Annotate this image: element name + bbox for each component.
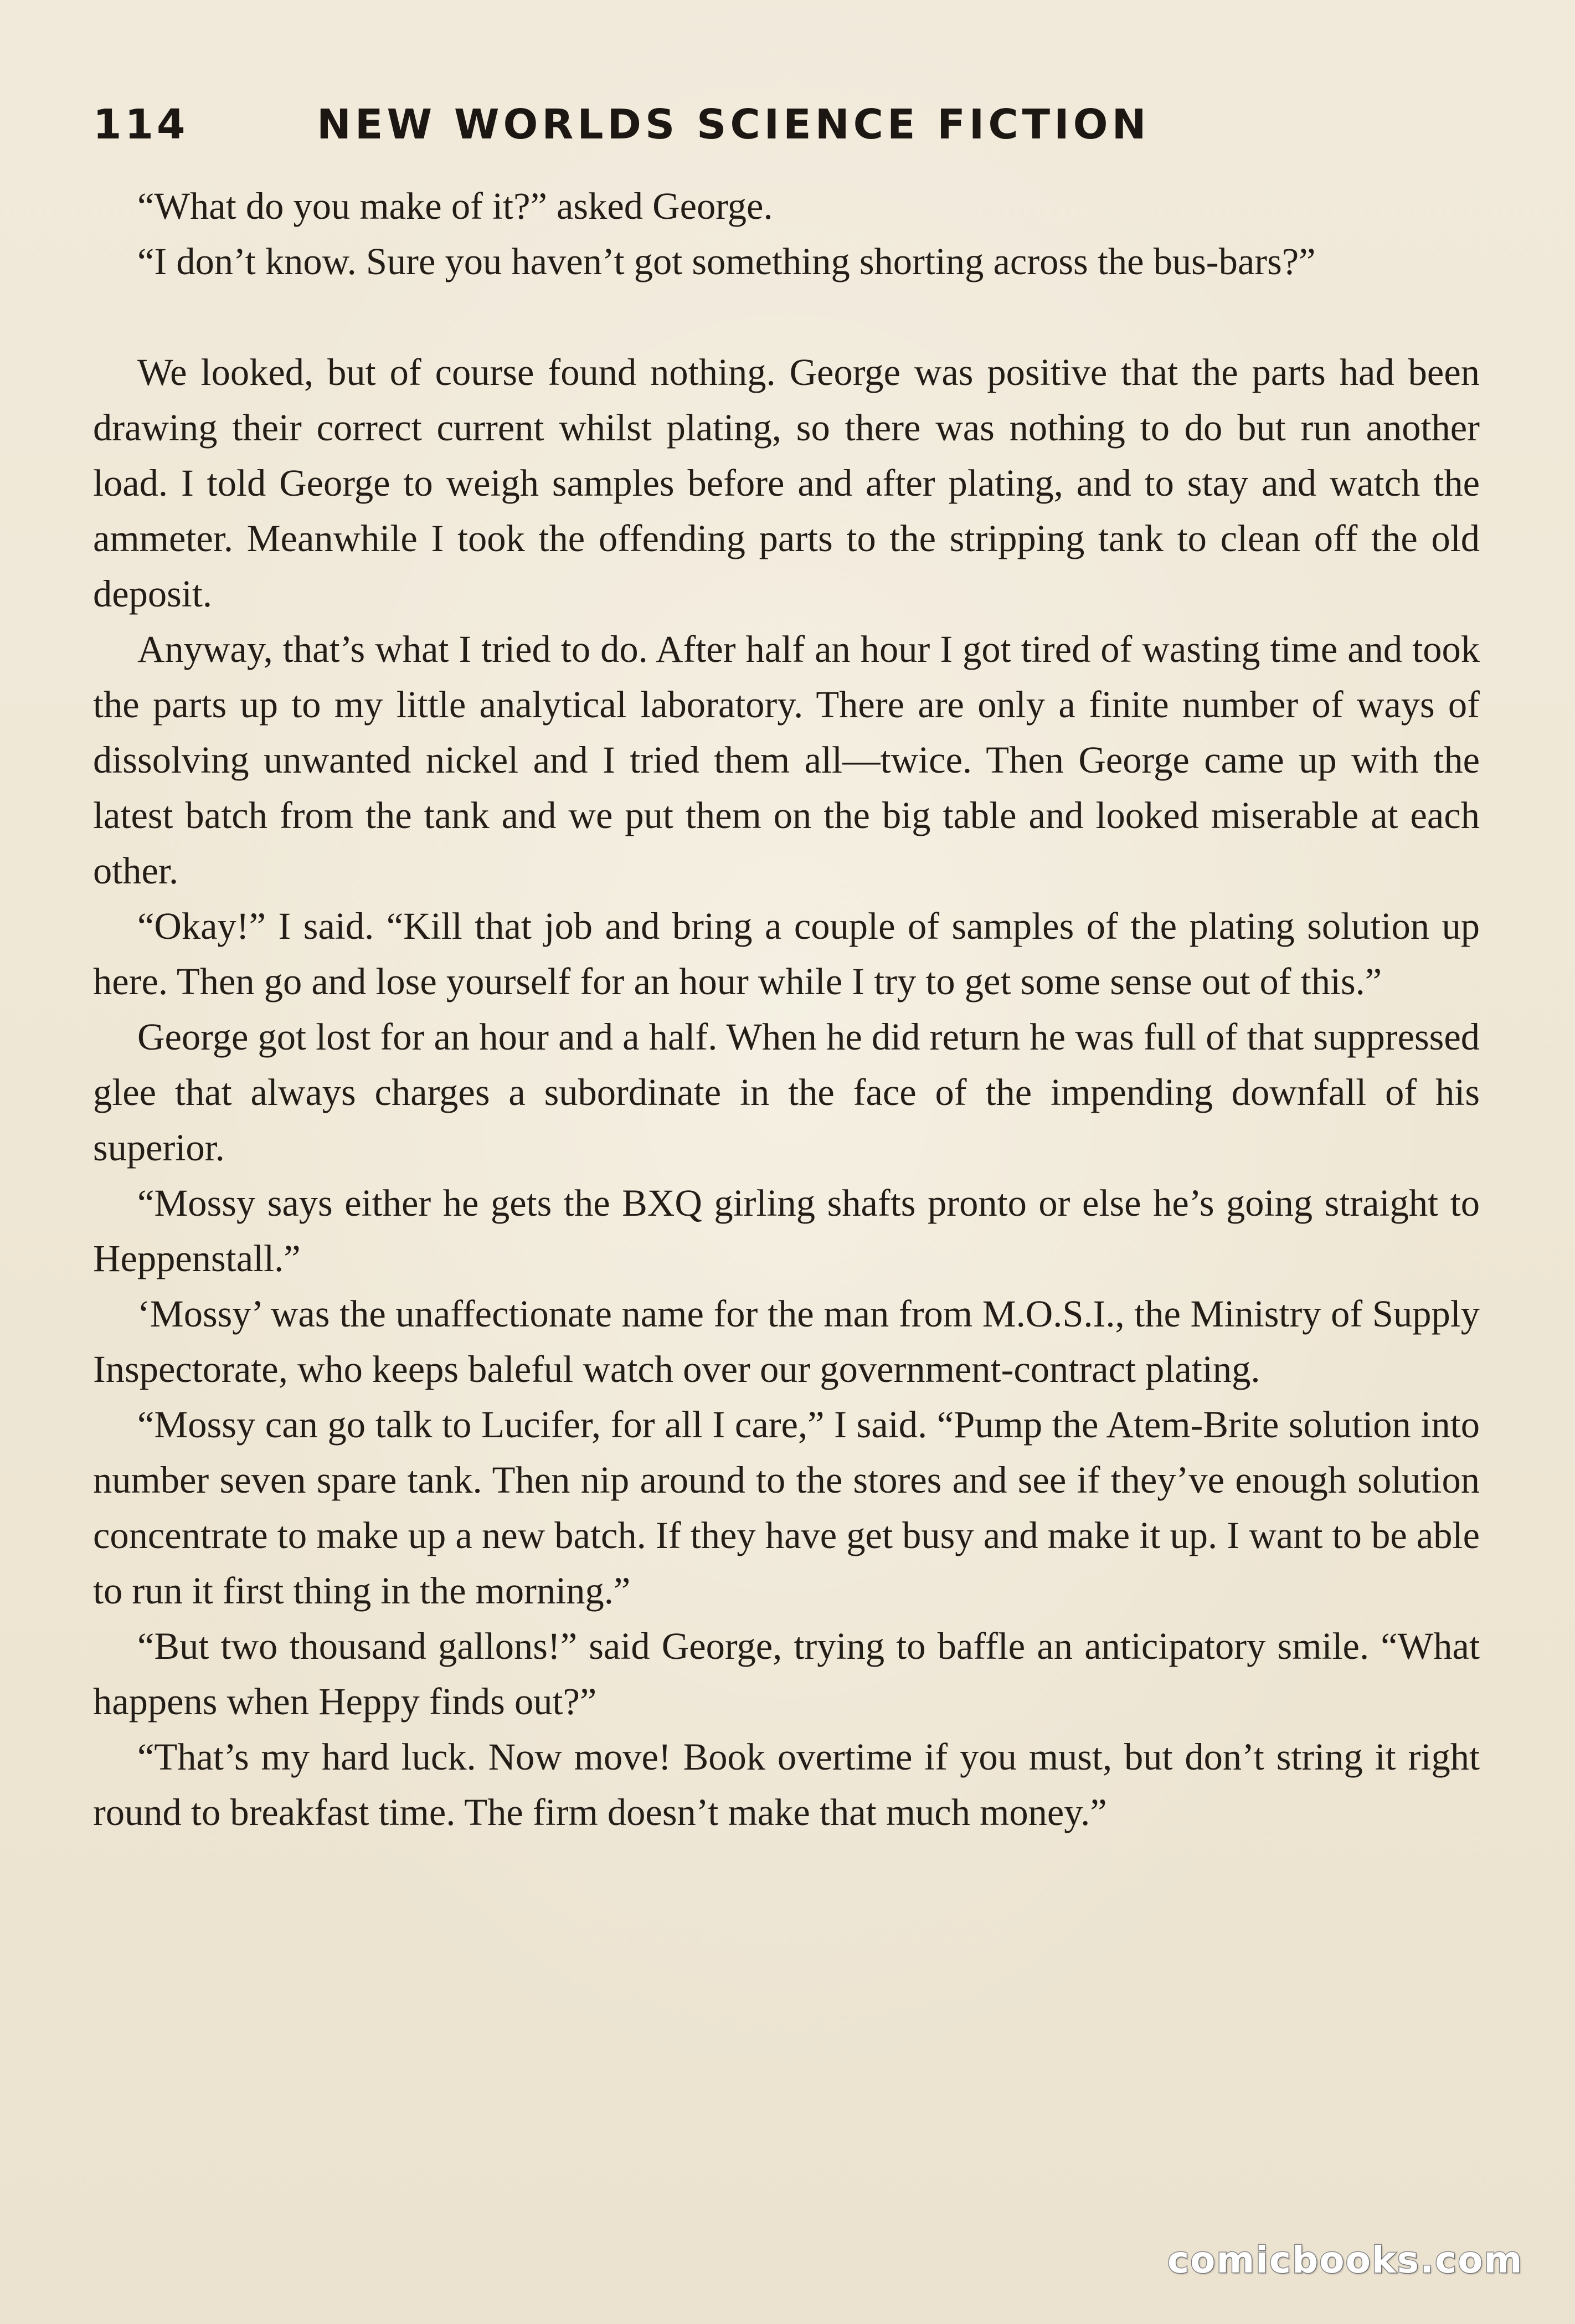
magazine-title: NEW WORLDS SCIENCE FICTION	[317, 101, 1150, 148]
site-watermark: comicbooks.com	[1167, 2239, 1523, 2281]
paragraph: We looked, but of course found nothing. George was positive that the parts had been drawing their correct current whilst plating, so there was nothing to do but run another load. I told George to weigh samples before and after plating, and to stay and watch the ammeter. Meanwhile I took the offending parts to the stripping tank to clean off the old deposit.	[93, 351, 1480, 615]
paragraph: “Mossy can go talk to Lucifer, for all I care,” I said. “Pump the Atem-Brite solution into number seven spare tank. Then nip around to the stores and see if they’ve enough solution concentrate to make up a new batch. If they have get busy and make it up. I want to be able to run it first thing in the morning.”	[93, 1403, 1480, 1612]
paragraph: “What do you make of it?” asked George.	[137, 185, 773, 227]
paragraph: George got lost for an hour and a half. When he did return he was full of that suppressed glee that always charges a subordinate in the face of the impending downfall of his superior.	[93, 1016, 1480, 1169]
paragraph: ‘Mossy’ was the unaffectionate name for the man from M.O.S.I., the Ministry of Supply Inspectorate, who keeps baleful watch over our government-contract plating.	[93, 1293, 1480, 1390]
page-number: 114	[93, 101, 189, 148]
paragraph: “I don’t know. Sure you haven’t got something shorting across the bus-bars?”	[137, 240, 1316, 282]
running-header	[93, 101, 1489, 162]
paragraph: Anyway, that’s what I tried to do. After half an hour I got tired of wasting time and took the parts up to my little analytical laboratory. There are only a finite number of ways of dissolving unwanted nickel and I tried them all—twice. Then George came up with the latest batch from the tank and we put them on the big table and looked miserable at each other.	[93, 628, 1480, 892]
paragraph: “Okay!” I said. “Kill that job and bring a couple of samples of the plating solution up here. Then go and lose yourself for an hour while I try to get some sense out of this.”	[93, 905, 1480, 1002]
paragraph: “That’s my hard luck. Now move! Book overtime if you must, but don’t string it right round to breakfast time. The firm doesn’t make that much money.”	[93, 1736, 1480, 1833]
story-text	[93, 178, 1480, 1840]
paragraph: “Mossy says either he gets the BXQ girling shafts pronto or else he’s going straight to Heppenstall.”	[93, 1182, 1480, 1279]
paragraph: “But two thousand gallons!” said George, trying to baffle an anticipatory smile. “What happens when Heppy finds out?”	[93, 1625, 1480, 1723]
